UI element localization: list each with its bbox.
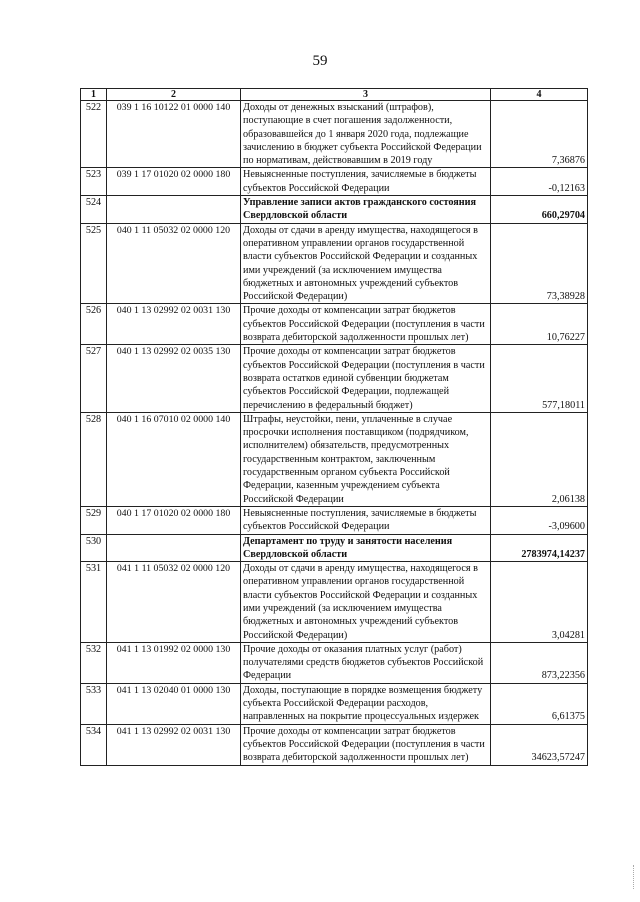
table-row — [81, 534, 588, 562]
table-row — [81, 642, 588, 683]
budget-code: 040 1 11 05032 02 0000 120 — [107, 223, 241, 304]
budget-table — [80, 88, 588, 766]
revenue-name: Невыясненные поступления, зачисляемые в бюджеты субъектов Российской Федерации — [241, 506, 491, 534]
revenue-name: Прочие доходы от компенсации затрат бюджетов субъектов Российской Федерации (поступления в части возврата остатков единой субвенции бюджетам субъектов Российской Федерации, подлежащей перечислению в федеральный бюджет) — [241, 345, 491, 412]
revenue-name: Прочие доходы от компенсации затрат бюджетов субъектов Российской Федерации (поступления в части возврата дебиторской задолженности прошлых лет) — [241, 724, 491, 765]
revenue-name: Штрафы, неустойки, пени, уплаченные в случае просрочки исполнения поставщиком (подрядчиком, исполнителем) обязательств, предусмотренных государственным контрактом, заключенным государственным органом субъекта Российской Федерации, казенным учреждением субъекта Российской Федерации — [241, 412, 491, 506]
table-row — [81, 683, 588, 724]
column-header-2: 2 — [107, 89, 241, 101]
amount: 10,76227 — [491, 304, 588, 345]
table-row — [81, 223, 588, 304]
table-row — [81, 101, 588, 168]
table-row — [81, 724, 588, 765]
revenue-name: Прочие доходы от оказания платных услуг (работ) получателями средств бюджетов субъектов Российской Федерации — [241, 642, 491, 683]
amount: 3,04281 — [491, 562, 588, 643]
page-number: 59 — [312, 53, 328, 69]
edge-mark — [633, 865, 636, 889]
amount: 2783974,14237 — [491, 534, 588, 562]
budget-code: 040 1 17 01020 02 0000 180 — [107, 506, 241, 534]
amount: 6,61375 — [491, 683, 588, 724]
column-header-4: 4 — [491, 89, 588, 101]
amount: 660,29704 — [491, 196, 588, 224]
budget-code: 041 1 13 01992 02 0000 130 — [107, 642, 241, 683]
row-number: 530 — [81, 534, 107, 562]
revenue-name: Доходы от сдачи в аренду имущества, находящегося в оперативном управлении органов государственной власти субъектов Российской Федерации и созданных ими учреждений (за исключением имущества бюджетных и автономных учреждений субъектов Российской Федерации) — [241, 562, 491, 643]
table-row — [81, 196, 588, 224]
budget-code: 040 1 13 02992 02 0031 130 — [107, 304, 241, 345]
budget-code: 041 1 13 02040 01 0000 130 — [107, 683, 241, 724]
revenue-name: Прочие доходы от компенсации затрат бюджетов субъектов Российской Федерации (поступления в части возврата дебиторской задолженности прошлых лет) — [241, 304, 491, 345]
revenue-name: Департамент по труду и занятости населения Свердловской области — [241, 534, 491, 562]
row-number: 525 — [81, 223, 107, 304]
amount: 2,06138 — [491, 412, 588, 506]
revenue-name: Доходы, поступающие в порядке возмещения бюджету субъекта Российской Федерации расходов, направленных на покрытие процессуальных издержек — [241, 683, 491, 724]
budget-code — [107, 196, 241, 224]
row-number: 526 — [81, 304, 107, 345]
amount: 34623,57247 — [491, 724, 588, 765]
column-header-3: 3 — [241, 89, 491, 101]
budget-code: 039 1 17 01020 02 0000 180 — [107, 168, 241, 196]
table-row — [81, 412, 588, 506]
table-row — [81, 168, 588, 196]
budget-code: 039 1 16 10122 01 0000 140 — [107, 101, 241, 168]
row-number: 534 — [81, 724, 107, 765]
revenue-name: Управление записи актов гражданского состояния Свердловской области — [241, 196, 491, 224]
table-row — [81, 506, 588, 534]
row-number: 533 — [81, 683, 107, 724]
table-row — [81, 562, 588, 643]
revenue-name: Невыясненные поступления, зачисляемые в бюджеты субъектов Российской Федерации — [241, 168, 491, 196]
budget-code: 041 1 11 05032 02 0000 120 — [107, 562, 241, 643]
revenue-name: Доходы от сдачи в аренду имущества, находящегося в оперативном управлении органов государственной власти субъектов Российской Федерации и созданных ими учреждений (за исключением имущества бюджетных и автономных учреждений субъектов Российской Федерации) — [241, 223, 491, 304]
table-row — [81, 304, 588, 345]
row-number: 527 — [81, 345, 107, 412]
row-number: 528 — [81, 412, 107, 506]
header-row — [81, 89, 588, 101]
column-header-1: 1 — [81, 89, 107, 101]
row-number: 529 — [81, 506, 107, 534]
budget-code: 040 1 13 02992 02 0035 130 — [107, 345, 241, 412]
amount: 73,38928 — [491, 223, 588, 304]
row-number: 532 — [81, 642, 107, 683]
budget-code — [107, 534, 241, 562]
amount: 873,22356 — [491, 642, 588, 683]
row-number: 523 — [81, 168, 107, 196]
row-number: 524 — [81, 196, 107, 224]
amount: 7,36876 — [491, 101, 588, 168]
amount: 577,18011 — [491, 345, 588, 412]
amount: -0,12163 — [491, 168, 588, 196]
revenue-name: Доходы от денежных взысканий (штрафов), поступающие в счет погашения задолженности, образовавшейся до 1 января 2020 года, подлежащие зачислению в бюджет субъекта Российской Федерации по нормативам, действовавшим в 2019 году — [241, 101, 491, 168]
row-number: 522 — [81, 101, 107, 168]
row-number: 531 — [81, 562, 107, 643]
budget-code: 040 1 16 07010 02 0000 140 — [107, 412, 241, 506]
amount: -3,09600 — [491, 506, 588, 534]
table-row — [81, 345, 588, 412]
budget-code: 041 1 13 02992 02 0031 130 — [107, 724, 241, 765]
